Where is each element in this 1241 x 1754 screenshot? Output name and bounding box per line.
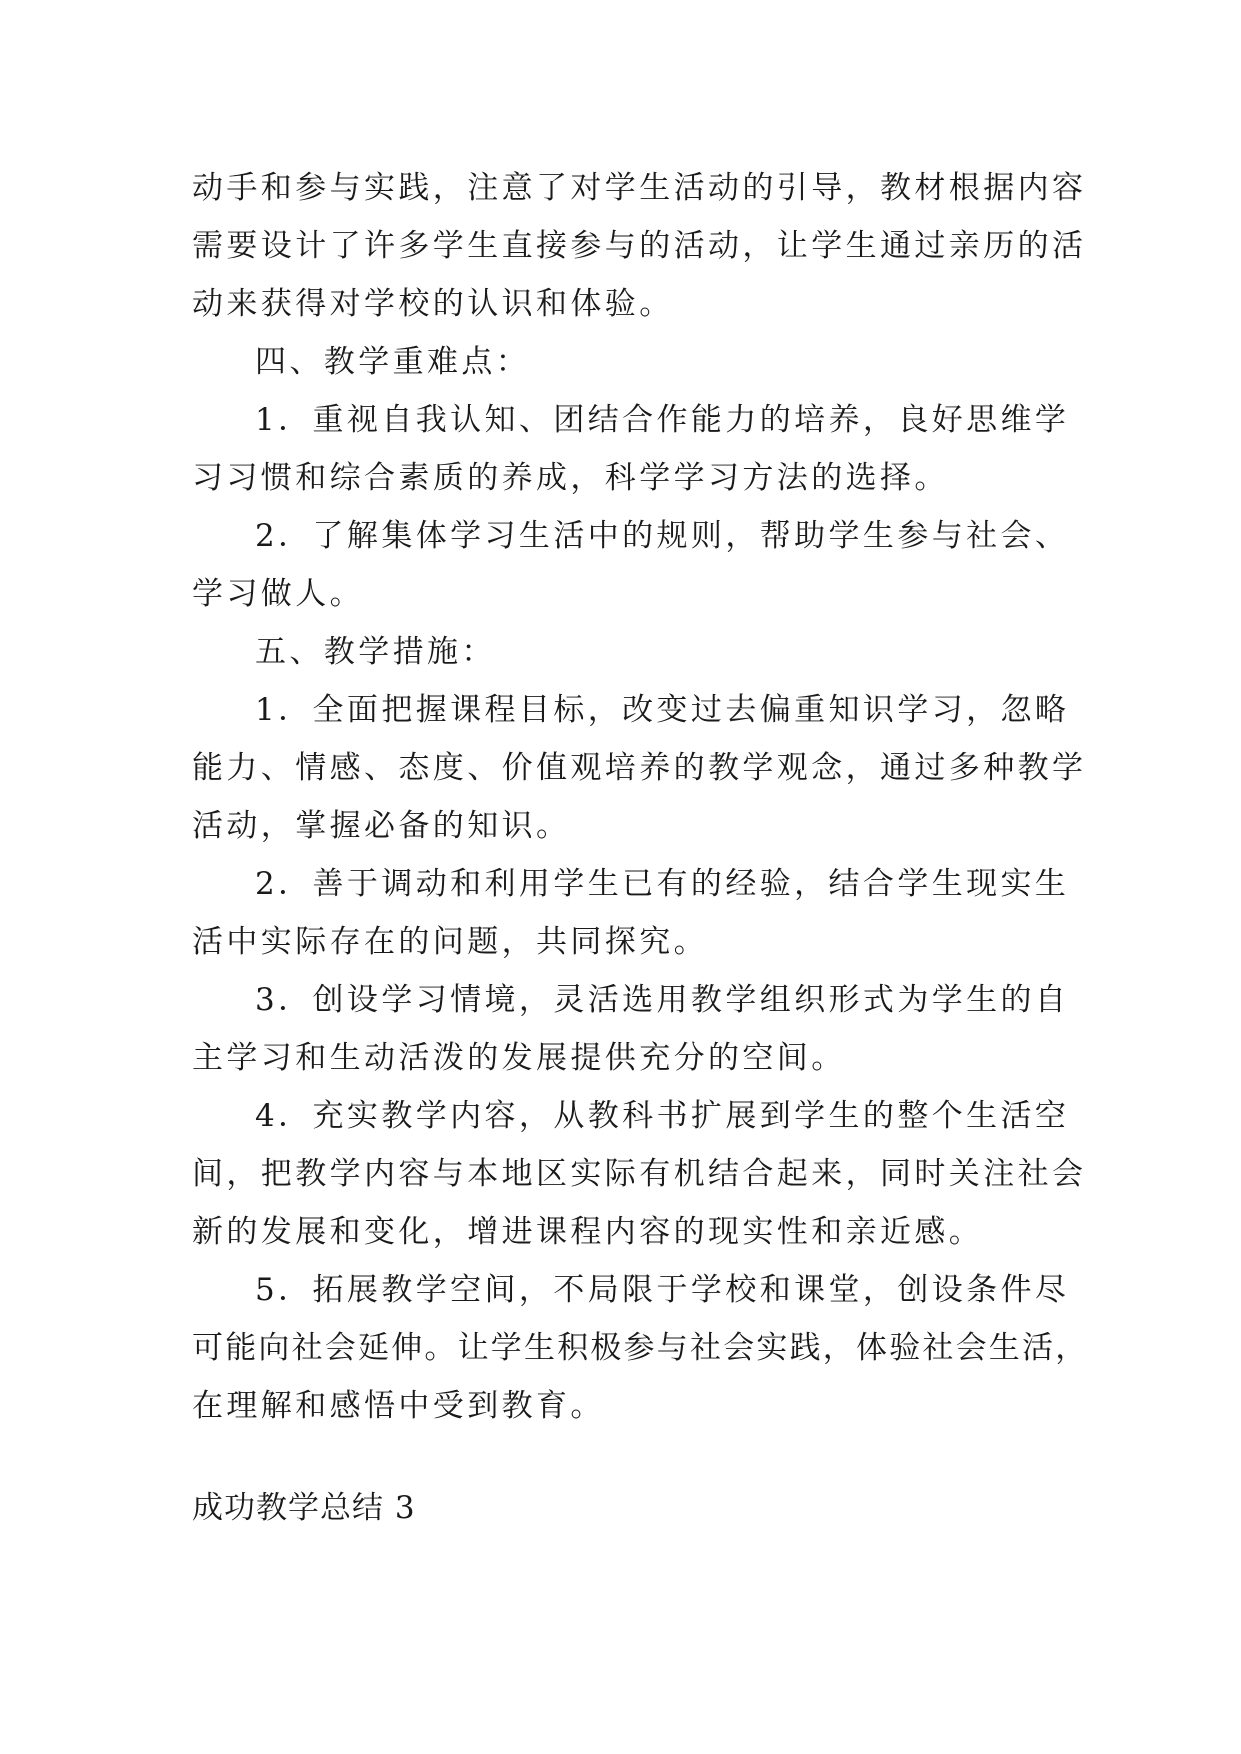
- paragraph-line: 动来获得对学校的认识和体验。: [192, 286, 674, 322]
- paragraph-line: 学习做人。: [192, 576, 364, 612]
- paragraph-line: 能力、情感、态度、价值观培养的教学观念，通过多种教学: [192, 750, 1087, 786]
- paragraph-line: 动手和参与实践，注意了对学生活动的引导，教材根据内容: [192, 170, 1087, 206]
- paragraph-line: 在理解和感悟中受到教育。: [192, 1388, 605, 1424]
- paragraph-line: 2．了解集体学习生活中的规则，帮助学生参与社会、: [255, 518, 1070, 554]
- paragraph-line: 间，把教学内容与本地区实际有机结合起来，同时关注社会: [192, 1156, 1087, 1192]
- paragraph-line: 2．善于调动和利用学生已有的经验，结合学生现实生: [255, 866, 1070, 902]
- paragraph-line: 1．全面把握课程目标，改变过去偏重知识学习，忽略: [255, 692, 1070, 728]
- paragraph-line: 活动，掌握必备的知识。: [192, 808, 571, 844]
- paragraph-line: 活中实际存在的问题，共同探究。: [192, 924, 708, 960]
- paragraph-line: 1．重视自我认知、团结合作能力的培养，良好思维学: [255, 402, 1070, 438]
- paragraph-line: 需要设计了许多学生直接参与的活动，让学生通过亲历的活: [192, 228, 1087, 264]
- paragraph-line: 可能向社会延伸。让学生积极参与社会实践，体验社会生活，: [192, 1330, 1089, 1366]
- paragraph-line: 5．拓展教学空间，不局限于学校和课堂，创设条件尽: [255, 1272, 1070, 1308]
- section-title: 成功教学总结 3: [192, 1490, 416, 1526]
- paragraph-line: 主学习和生动活泼的发展提供充分的空间。: [192, 1040, 846, 1076]
- paragraph-line: 3．创设学习情境，灵活选用教学组织形式为学生的自: [255, 982, 1070, 1018]
- section-heading-key-difficulties: 四、教学重难点：: [255, 344, 531, 380]
- section-heading-teaching-measures: 五、教学措施：: [255, 634, 496, 670]
- paragraph-line: 习习惯和综合素质的养成，科学学习方法的选择。: [192, 460, 949, 496]
- paragraph-line: 4．充实教学内容，从教科书扩展到学生的整个生活空: [255, 1098, 1070, 1134]
- paragraph-line: 新的发展和变化，增进课程内容的现实性和亲近感。: [192, 1214, 984, 1250]
